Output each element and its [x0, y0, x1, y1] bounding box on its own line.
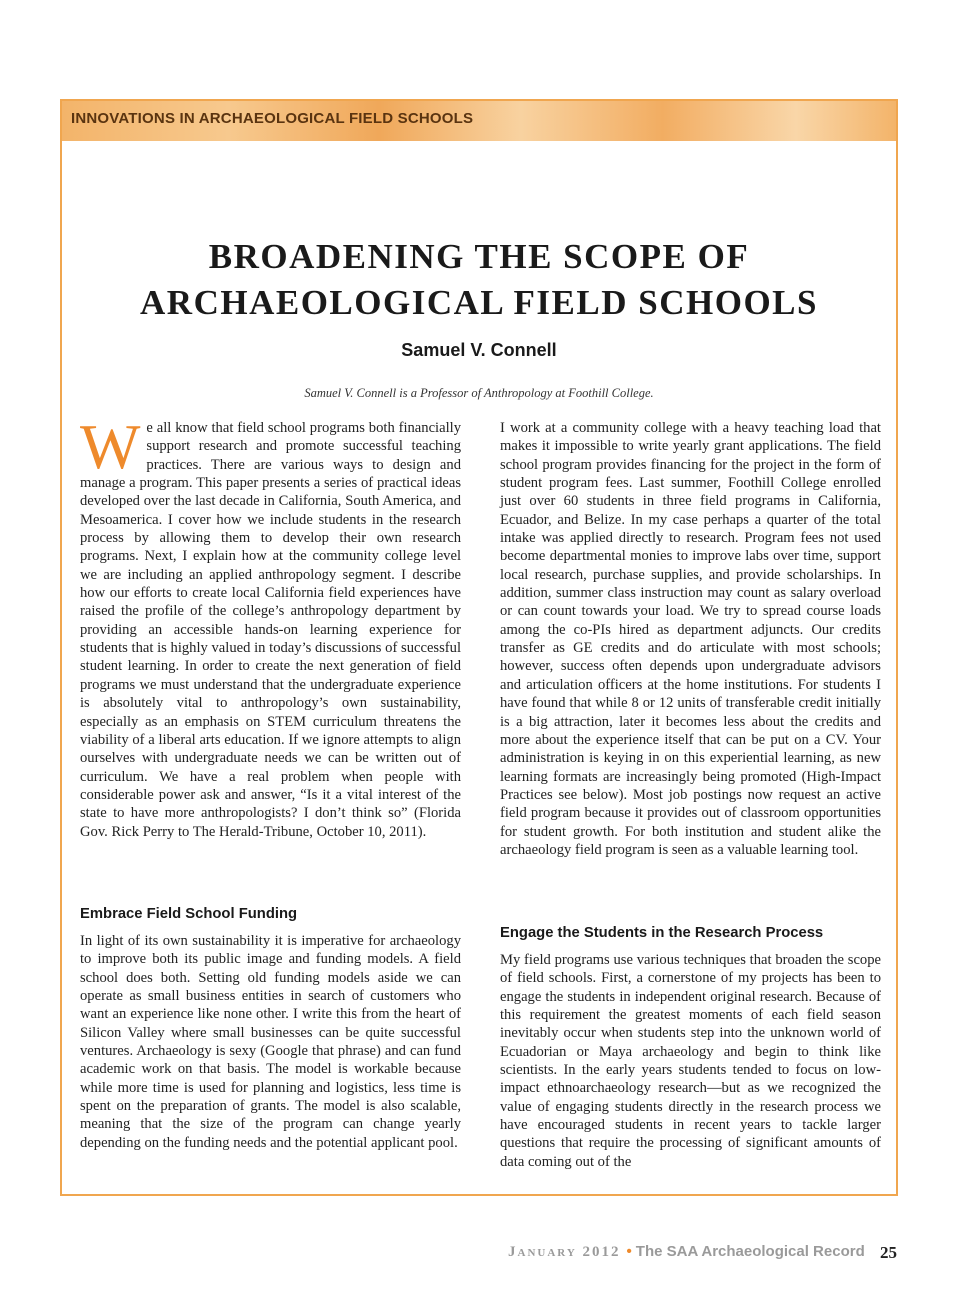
- right-text: I work at a community college with a heavy teaching load that makes it impossible to write yearly grant applications. The field school program provides financing for the project in the form of student program fees. Last summer, Foothill College enrolled just over 60 students in three field programs in California, Ecuador, and Belize. In my case perhaps a quarter of the total intake was applied directly to research. Program fees not used become departmental monies to improve labs over time, support local research, purchase supplies, and provide scholarships. In addition, summer class instruction may count as salary overload or can count towards your load. We try to spread course loads among the co-PIs hired as department adjuncts. Our credits transfer as GE credits and do articulate with most schools; however, success often depends upon undergraduate advisors and articulation officers at the home institutions. For students I have found that while 8 or 12 units of transferable credit initially is a big attraction, later it becomes less about the credits and more about the experience itself that can be put on a CV. Your administration is keying in on this experiential learning, as new learning formats are increasingly being promoted (High-Impact Practices see below). Most job postings now request an active field program because it provides out of classroom opportunities for student growth. For both institution and student alike the archaeology field program is seen as a valuable learning tool.: [500, 420, 881, 858]
- page-footer: [508, 1243, 865, 1261]
- footer-date: January 2012: [508, 1244, 621, 1260]
- section-heading-research: Engage the Students in the Research Process: [500, 925, 824, 941]
- article-title: [0, 234, 958, 326]
- author-name: Samuel V. Connell: [401, 340, 557, 360]
- funding-paragraph: [80, 932, 461, 1152]
- section-heading-funding: Embrace Field School Funding: [80, 906, 298, 922]
- right-paragraph: [500, 419, 881, 859]
- title-line-1: BROADENING THE SCOPE OF: [208, 237, 750, 276]
- funding-text: In light of its own sustainability it is imperative for archaeology to improve both its public image and funding models. A field school does both. Setting old funding models aside we can operate as small business entities in search of customers who want an experience like none other. I write this from the heart of Silicon Valley where small businesses can be quite successful ventures. Archaeology is sexy (Google that phrase) and can fund academic work on that basis. The model is workable because while more time is used for planning and logistics, less time is spent on the preparation of grants. The model is also scalable, meaning that the size of the program can change yearly depending on the funding needs and the potential applicant pool.: [80, 933, 461, 1151]
- author-affiliation: Samuel V. Connell is a Professor of Anthropology at Foothill College.: [304, 386, 654, 400]
- section-banner: [62, 101, 896, 141]
- banner-title: INNOVATIONS IN ARCHAEOLOGICAL FIELD SCHOOLS: [71, 110, 474, 127]
- page-number: 25: [880, 1243, 897, 1262]
- research-paragraph: [500, 951, 881, 1171]
- intro-text: e all know that field school programs both financially support research and promote successful teaching practices. There are various ways to design and manage a program. This paper presents a series of practical ideas developed over the last decade in California, South America, and Mesoamerica. I cover how we include students in the research process by allowing them to develop their own research programs. Next, I explain how at the community college level we are including an applied anthropology segment. I describe how our efforts to create local California field experiences have raised the profile of the college’s anthropology department by providing an accessible hands-on learning experience for students that is highly valued in today’s discussions of successful student learning. In order to create the next generation of field programs we must understand that the undergraduate experience is absolutely vital to anthropology’s own sustainability, especially as an emphasis on STEM curriculum threatens the viability of a liberal arts education. If we ignore attempts to align ourselves with undergraduate needs we can be written out of curriculum. We have a real problem when people with considerable power ask and answer, “Is it a vital interest of the state to have more anthropologists? I don’t think so” (Florida Gov. Rick Perry to The Herald-Tribune, October 10, 2011).: [80, 420, 461, 840]
- research-text: My field programs use various techniques that broaden the scope of field schools. First, a cornerstone of my projects has been to engage the students in independent original research. Because of this requirement the greatest moments of each field season inevitably occur when students step into the unknown world of Ecuadorian or Maya archaeology and begin to think like scientists. In the early years students tended to focus on low-impact ethnoarchaeology research—but as we recognized the value of engaging students directly in the research process we have encouraged students in recent years to tackle larger questions that require the processing of significant amounts of data coming out of the: [500, 952, 881, 1170]
- footer-publication: The SAA Archaeological Record: [635, 1243, 865, 1260]
- drop-cap: W: [80, 411, 141, 482]
- title-line-2: ARCHAEOLOGICAL FIELD SCHOOLS: [140, 283, 818, 322]
- footer-bullet: •: [626, 1243, 632, 1260]
- intro-paragraph: [80, 411, 461, 841]
